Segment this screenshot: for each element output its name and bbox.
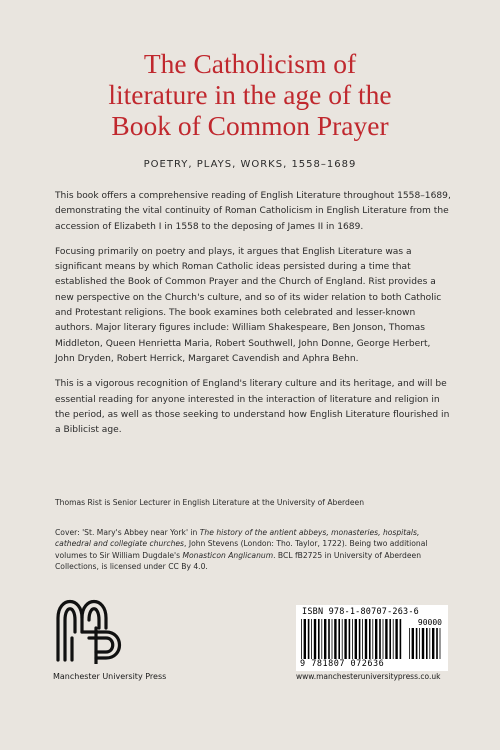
book-subtitle: POETRY, PLAYS, WORKS, 1558–1689: [143, 159, 357, 170]
barcode-bar: [369, 619, 371, 659]
barcode-bar: [379, 619, 381, 659]
barcode-bar: [426, 628, 428, 659]
barcode-bar: [389, 619, 391, 659]
barcode-bar: [422, 628, 424, 659]
barcode-bar: [318, 619, 320, 659]
barcode-bar: [395, 619, 397, 659]
barcode-addon: 90000: [417, 618, 442, 627]
ean-digits: 9 781807 072636: [300, 659, 385, 669]
isbn-barcode: [296, 605, 448, 671]
publisher-name: Manchester University Press: [53, 672, 167, 681]
barcode-bar: [338, 619, 340, 659]
barcode-bar: [352, 619, 353, 659]
barcode-bar: [342, 619, 343, 659]
mup-monogram-logo-icon: [52, 588, 132, 664]
barcode-bar: [432, 628, 434, 659]
barcode-bar: [416, 628, 418, 659]
cover-credit-work: Monasticon Anglicanum: [182, 550, 274, 560]
barcode-bar: [308, 619, 310, 659]
title-line-2: literature in the age of the: [108, 79, 392, 110]
barcode-bar: [400, 619, 402, 659]
blurb-paragraph-3: This is a vigorous recognition of England's literary culture and its heritage, and will be essential reading for anyone interested in the interaction of literature and religion in the period, as well as those seeking to understand how English Literature flourished in a Biblicist age.: [55, 379, 450, 436]
barcode-bar: [359, 619, 361, 659]
barcode-bars: [300, 619, 404, 659]
publisher-website: www.manchesteruniversitypress.co.uk: [296, 672, 441, 681]
barcode-bar: [385, 619, 387, 659]
barcode-bar: [365, 619, 367, 659]
cover-credit-prefix: Cover: 'St. Mary's Abbey near York' in: [55, 528, 200, 537]
barcode-bar: [314, 619, 316, 659]
blurb-paragraph-2: Focusing primarily on poetry and plays, it argues that English Literature was a significant means by which Roman Catholic ideas persisted during a time that established the Book of Common Prayer and the Church of England. Rist provides a new perspective on the Church's culture, and so of its wider relation to both Catholic and Protestant religions. The book examines both celebrated and lesser-known authors. Major literary figures include: William Shakespeare, Ben Jonson, Thomas Middleton, Queen Henrietta Maria, Robert Southwell, John Donne, George Herbert, John Dryden, Robert Herrick, Margaret Cavendish and Aphra Behn.: [55, 246, 442, 364]
barcode-bar: [344, 619, 346, 659]
barcode-bar: [328, 619, 330, 659]
barcode-bar: [362, 619, 363, 659]
barcode-bar: [393, 619, 394, 659]
barcode-bar: [349, 619, 351, 659]
title-line-3: Book of Common Prayer: [111, 110, 389, 141]
barcode-bar: [383, 619, 384, 659]
barcode-bar: [436, 628, 438, 659]
cover-credit-title: The history of the antient abbeys, monasteries, hospitals, cathedral and collegiate churches: [55, 528, 420, 549]
cover-credit-middle: , John Stevens (London: Tho. Taylor, 1722). Being two additional volumes to Sir William Dugdale's: [55, 539, 428, 560]
book-title: [0, 48, 500, 141]
barcode-bar: [372, 619, 373, 659]
barcode-bar: [301, 619, 302, 659]
barcode-bar: [311, 619, 312, 659]
addon-bars: [408, 628, 444, 659]
title-line-1: The Catholicism of: [143, 48, 357, 79]
cover-credit: [55, 527, 455, 572]
blurb-paragraph-1: This book offers a comprehensive reading of English Literature throughout 1558–1689, demonstrating the vital continuity of Roman Catholicism in English Literature from the accession of Elizabeth I in 1558 to the deposing of James II in 1689.: [55, 191, 451, 232]
barcode-bar: [332, 619, 333, 659]
barcode-bar: [412, 628, 414, 659]
author-note: Thomas Rist is Senior Lecturer in English Literature at the University of Aberdeen: [55, 498, 365, 507]
barcode-bar: [304, 619, 306, 659]
barcode-bar: [440, 628, 441, 659]
barcode-bar: [334, 619, 336, 659]
barcode-bar: [355, 619, 357, 659]
barcode-bar: [375, 619, 377, 659]
barcode-bar: [409, 628, 410, 659]
barcode-bar: [419, 628, 420, 659]
barcode-bar: [321, 619, 322, 659]
barcode-bar: [324, 619, 326, 659]
barcode-bar: [429, 628, 430, 659]
blurb: [55, 189, 451, 448]
cover-credit-suffix: . BCL fB2725 in University of Aberdeen Collections, is licensed under CC By 4.0.: [55, 550, 422, 571]
isbn-text: ISBN 978-1-80707-263-6: [302, 607, 419, 617]
